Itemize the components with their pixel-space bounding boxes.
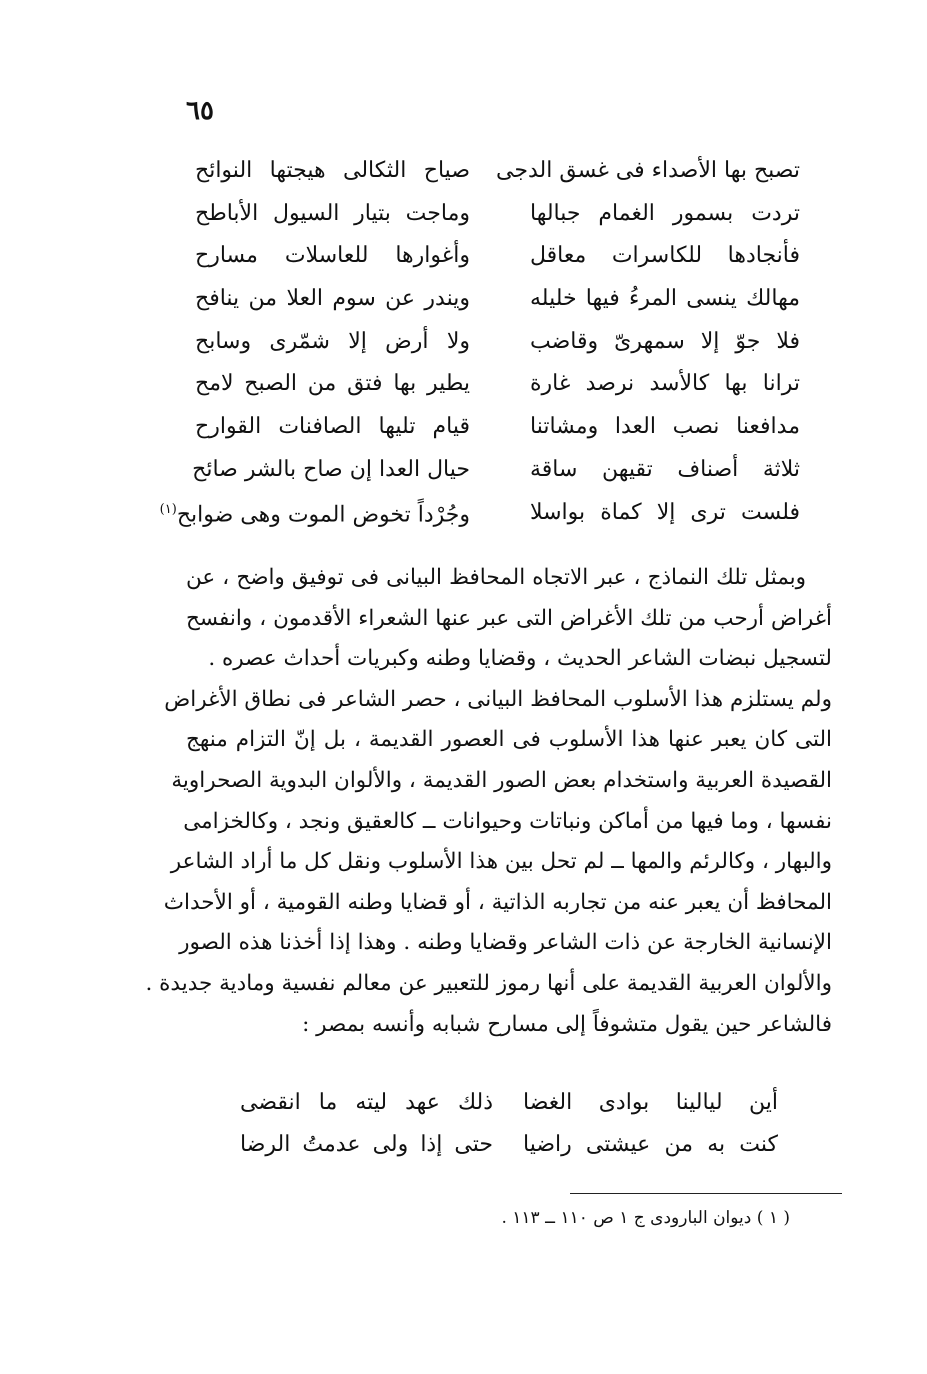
verse-first-hemistich: ترانا بها كالأسد نرصد غارة [530, 371, 800, 397]
verse-second-hemistich: يطير بها فتق من الصبح لامح [195, 371, 470, 397]
footnote-marker: (١) [159, 501, 177, 517]
verse-row [240, 1124, 778, 1166]
verse-row [195, 363, 800, 406]
verse-first-hemistich: فأنجادها للكاسرات معاقل [530, 243, 800, 269]
verse-second-hemistich [159, 489, 470, 537]
prose-line: ولم يستلزم هذا الأسلوب المحافظ البيانى ، حصر الشاعر فى نطاق الأغراض [164, 686, 832, 712]
poem-bottom [240, 1082, 778, 1166]
verse-first-hemistich: تصبح بها الأصداء فى غسق الدجى [496, 158, 800, 183]
verse-second-hemistich: ويندر عن سوم العلا من ينافح [195, 286, 470, 312]
prose-line: لتسجيل نبضات الشاعر الحديث ، وقضايا وطنه وكبريات أحداث عصره . [208, 646, 832, 672]
verse-second-hemistich: قيام تليها الصافنات القوارح [195, 414, 470, 440]
verse-first-hemistich: مدافعنا نصب العدا ومشاتنا [530, 414, 800, 440]
verse-second-hemistich: حيال العدا إن صاح بالشر صائح [192, 456, 470, 482]
footnote: ( ١ ) ديوان البارودى ج ١ ص ١١٠ ــ ١١٣ . [501, 1208, 790, 1228]
verse-second-hemistich: وماجت بتيار السيول الأباطح [195, 200, 470, 226]
prose-line: الإنسانية الخارجة عن ذات الشاعر وقضايا وطنه . وهذا إذا أخذنا هذه الصور [179, 930, 832, 956]
poem-top [159, 150, 800, 534]
prose-line: التى كان يعبر عنها هذا الأسلوب فى العصور القديمة ، بل إنّ التزام منهج [186, 727, 832, 753]
verse-first-hemistich: كنت به من عيشتى راضيا [523, 1132, 778, 1157]
prose-line: وبمثل تلك النماذج ، عبر الاتجاه المحافظ البيانى فى توفيق واضح ، عن [186, 565, 806, 590]
prose-paragraph [145, 558, 832, 1045]
verse-row [195, 150, 800, 193]
verse-second-hemistich: وأغوارها للعاسلات مسارح [195, 243, 470, 269]
verse-second-hemistich: حتى إذا ولى عدمتُ الرضا [240, 1132, 493, 1157]
verse-row [195, 235, 800, 278]
prose-line: والألوان العربية القديمة على أنها رموز للتعبير عن معالم نفسية ومادية جديدة . [145, 970, 832, 996]
verse-row [195, 278, 800, 321]
prose-line: والبهار ، وكالرئم والمها ــ لم تحل بين هذا الأسلوب ونقل كل ما أراد الشاعر [170, 849, 832, 875]
prose-line: فالشاعر حين يقول متشوفاً إلى مسارح شبابه وأنسه بمصر : [302, 1011, 832, 1037]
verse-row [192, 449, 800, 492]
prose-line: نفسها ، وما فيها من أماكن ونباتات وحيوانات ــ كالعقيق ونجد ، وكالخزامى [183, 808, 832, 834]
verse-row [195, 406, 800, 449]
verse-first-hemistich: أين ليالينا بوادى الغضا [523, 1090, 778, 1115]
verse-row [240, 1082, 778, 1124]
verse-first-hemistich: ثلاثة أصناف تقيهن ساقة [530, 456, 800, 482]
verse-first-hemistich: فلست ترى إلا كماة بواسلا [530, 499, 800, 525]
prose-line: أغراض أرحب من تلك الأغراض التى عبر عنها الشعراء الأقدمون ، وانفسح [186, 605, 832, 631]
verse-row [195, 321, 800, 364]
verse-row [195, 193, 800, 236]
verse-text: وجُرْداً تخوض الموت وهى ضوابح [176, 502, 470, 528]
footnote-divider [570, 1193, 842, 1194]
verse-second-hemistich: صياح الثكالى هيجتها النوائح [195, 158, 470, 183]
prose-line: القصيدة العربية واستخدام بعض الصور القديمة ، والألوان البدوية الصحراوية [171, 767, 832, 793]
verse-first-hemistich: تردت بسمور الغمام جبالها [530, 200, 800, 226]
prose-line: المحافظ أن يعبر عنه من تجاربه الذاتية ، أو قضايا وطنه القومية ، أو الأحداث [163, 889, 832, 915]
verse-second-hemistich: ولا أرض إلا شمّرى وسابح [195, 328, 470, 354]
verse-second-hemistich: ذلك عهد ليته ما انقضى [240, 1090, 493, 1115]
verse-first-hemistich: فلا جوّ إلا سمهرىّ وقاضب [530, 328, 800, 354]
verse-row [159, 492, 800, 535]
page-number: ٦٥ [186, 96, 214, 126]
verse-first-hemistich: مهالك ينسى المرءُ فيها خليله [530, 286, 800, 312]
